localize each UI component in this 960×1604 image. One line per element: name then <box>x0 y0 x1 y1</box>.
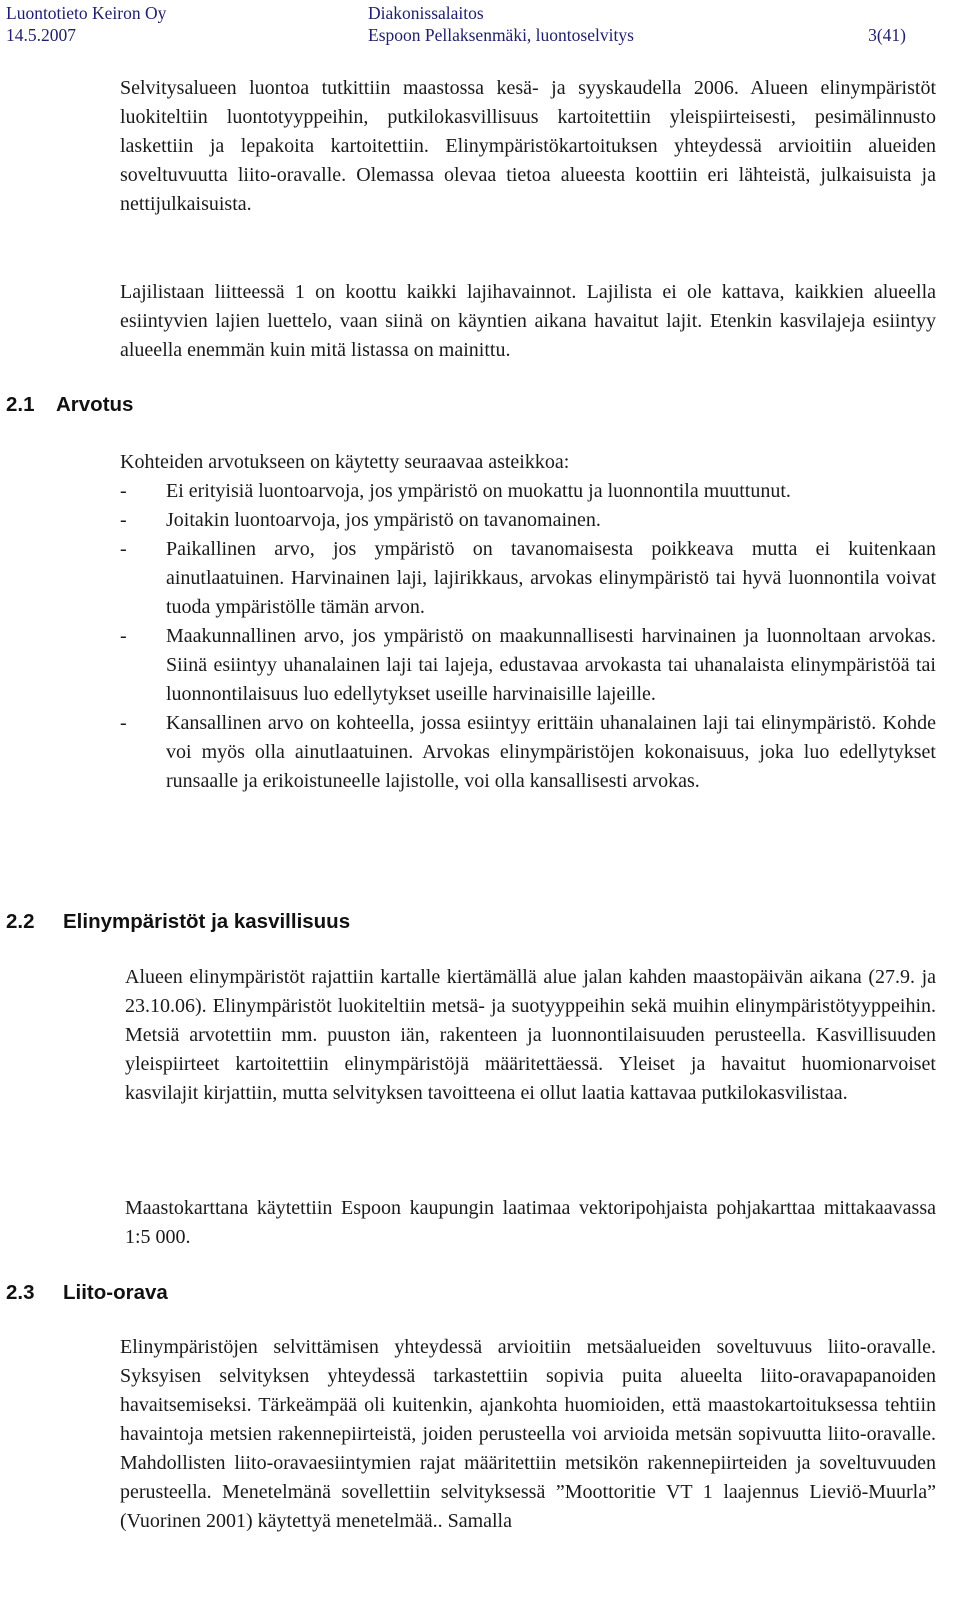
elinymparistot-paragraph-1: Alueen elinympäristöt rajattiin kartalle kiertämällä alue jalan kahden maastopäivän aikana (27.9. ja 23.10.06). Elinympäristöt luokiteltiin metsä- ja suotyyppeihin sekä muihin elinympäristötyyppeihin. Metsiä arvotettiin mm. puuston iän, rakenteen ja luonnontilaisuuden perusteella. Kasvillisuuden yleispiirteet kartoitettiin elinympäristöjä määritettäessä. Yleiset ja havaitut huomionarvoiset kasvilajit kirjattiin, mutta selvityksen tavoitteena ei ollut laatia kattavaa putkilokasvilistaa. <box>125 966 936 1104</box>
section-title: Elinympäristöt ja kasvillisuus <box>63 910 351 933</box>
section-title: Arvotus <box>56 393 134 416</box>
list-item: - Paikallinen arvo, jos ympäristö on tavanomaisesta poikkeava mutta ei kuitenkaan ainutlaatuinen. Harvinainen laji, lajirikkaus, arvokas elinympäristö tai hyvä luonnontila voivat tuoda ympäristölle tämän arvon. <box>120 535 936 622</box>
section-number: 2.1 <box>6 393 35 416</box>
section-number: 2.2 <box>6 910 35 933</box>
section-number: 2.3 <box>6 1281 35 1304</box>
header-page-number: 3(41) <box>868 25 906 45</box>
header-company: Luontotieto Keiron Oy <box>6 3 167 23</box>
list-item: - Kansallinen arvo on kohteella, jossa esiintyy erittäin uhanalainen laji tai elinympäristö. Kohde voi myös olla ainutlaatuinen. Arvokas elinympäristöjen kokonaisuus, joka luo edellytykset runsaalle ja erikoistuneelle lajistolle, voi olla kansallisesti arvokas. <box>120 709 936 796</box>
intro-paragraph-2: Lajilistaan liitteessä 1 on koottu kaikki lajihavainnot. Lajilista ei ole kattava, kaikkien alueella esiintyvien lajien luettelo, vaan siinä on käyntien aikana havaitut lajit. Etenkin kasvilajeja esiintyy alueella enemmän kuin mitä listassa on mainittu. <box>120 281 936 361</box>
list-item: - Ei erityisiä luontoarvoja, jos ympäristö on muokattu ja luonnontila muuttunut. <box>120 477 936 506</box>
section-heading-liito-orava <box>6 1280 168 1306</box>
list-item: - Joitakin luontoarvoja, jos ympäristö on tavanomainen. <box>120 506 936 535</box>
header-client: Diakonissalaitos <box>368 3 484 23</box>
intro-paragraph-1: Selvitysalueen luontoa tutkittiin maastossa kesä- ja syyskaudella 2006. Alueen elinympäristöt luokiteltiin luontotyyppeihin, putkilokasvillisuus kartoitettiin yleispiirteisesti, pesimälinnusto laskettiin ja lepakoita kartoitettiin. Elinympäristökartoituksen yhteydessä arvioitiin alueiden soveltuvuutta liito-oravalle. Olemassa olevaa tietoa alueesta koottiin eri lähteistä, julkaisuista ja nettijulkaisuista. <box>120 77 936 215</box>
elinymparistot-paragraph-2: Maastokarttana käytettiin Espoon kaupungin laatimaa vektoripohjaista pohjakarttaa mittakaavassa 1:5 000. <box>125 1197 936 1248</box>
liito-orava-paragraph: Elinympäristöjen selvittämisen yhteydessä arvioitiin metsäalueiden soveltuvuus liito-oravalle. Syksyisen selvityksen yhteydessä tarkastettiin sopivia puita alueelta liito-oravapapanoiden havaitsemiseksi. Tärkeämpää oli kuitenkin, ajankohta huomioiden, että maastokartoituksessa tehtiin havaintoja metsien rakennepiirteistä, joiden perusteella voi arvioida metsän sopivuutta liito-oravalle. Mahdollisten liito-oravaesiintymien rajat määritettiin metsikön rakennepiirteiden ja soveltuvuuden perusteella. Menetelmänä sovellettiin selvityksessä ”Moottoritie VT 1 laajennus Lieviö-Muurla” (Vuorinen 2001) käytettyä menetelmää.. Samalla <box>120 1336 936 1532</box>
list-item: - Maakunnallinen arvo, jos ympäristö on maakunnallisesti harvinainen ja luonnoltaan arvokas. Siinä esiintyy uhanalainen laji tai lajeja, edustavaa arvokasta tai uhanalaista elinympäristöä tai luonnontilaisuus luo edellytykset useille harvinaisille lajeille. <box>120 622 936 709</box>
section-title: Liito-orava <box>63 1281 168 1304</box>
value-scale-list <box>120 477 936 796</box>
arvotus-lead: Kohteiden arvotukseen on käytetty seuraavaa asteikkoa: <box>120 451 570 473</box>
arvotus-section <box>120 448 936 796</box>
header-project: Espoon Pellaksenmäki, luontoselvitys <box>368 25 634 45</box>
header-date: 14.5.2007 <box>6 25 76 45</box>
section-heading-elinymparistot <box>6 909 350 935</box>
section-heading-arvotus <box>6 392 133 418</box>
